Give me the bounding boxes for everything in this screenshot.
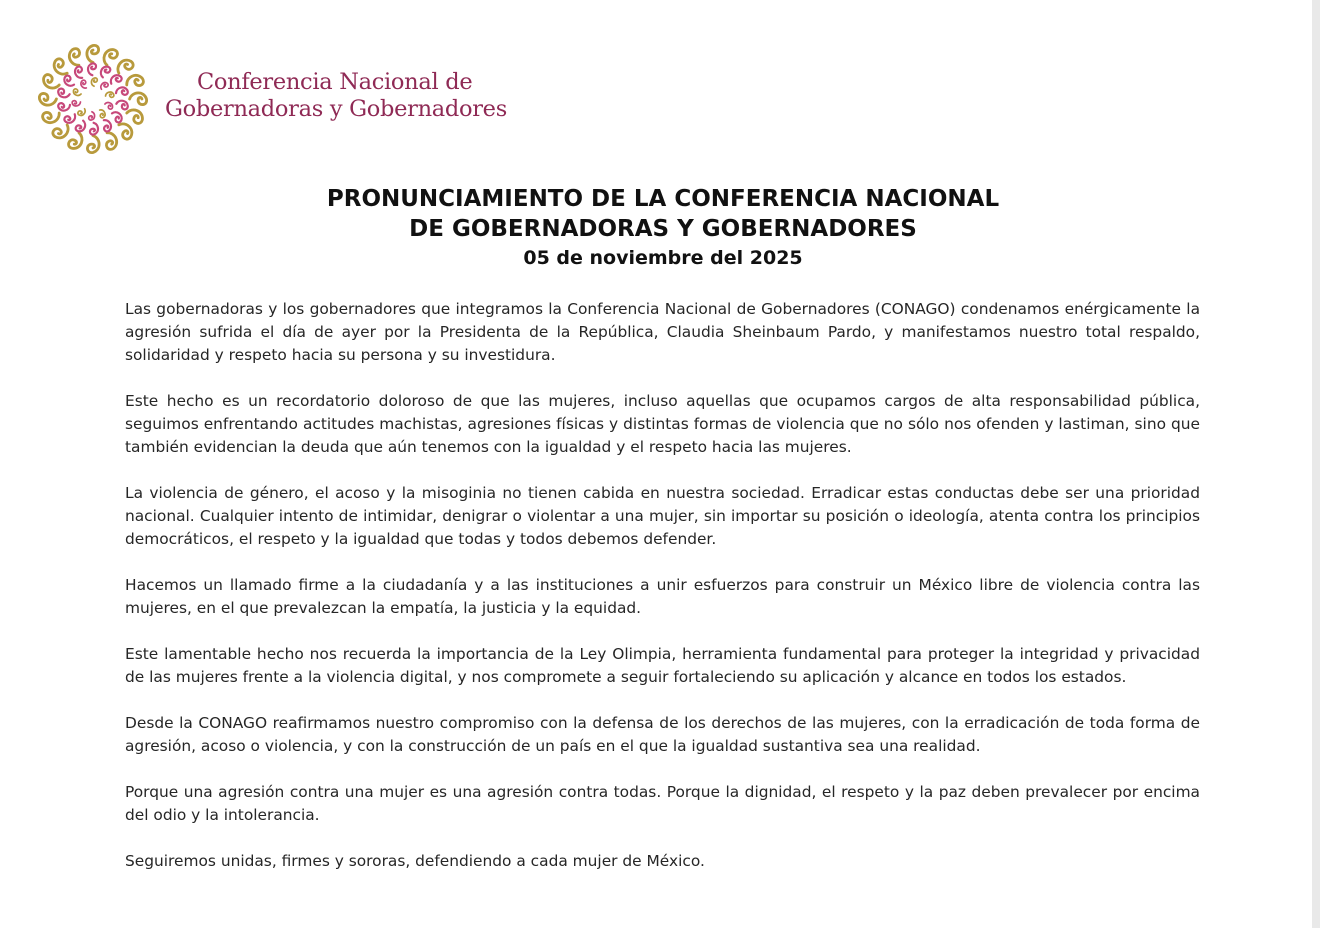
body-paragraph-6: Desde la CONAGO reafirmamos nuestro compromiso con la defensa de los derechos de las mujeres, con la erradicación de toda forma de agresión, acoso o violencia, y con la construcción de un país en el que la igualdad sustantiva sea una realidad. — [125, 714, 1200, 755]
document-title-line2: DE GOBERNADORAS Y GOBERNADORES — [409, 216, 917, 242]
body-paragraph-8: Seguiremos unidas, firmes y sororas, defendiendo a cada mujer de México. — [125, 852, 705, 870]
document-date: 05 de noviembre del 2025 — [523, 247, 803, 269]
body-paragraph-2: Este hecho es un recordatorio doloroso de que las mujeres, incluso aquellas que ocupamos cargos de alta responsabilidad pública, seguimos enfrentando actitudes machistas, agresiones físicas y distintas formas de violencia que no sólo nos ofenden y lastiman, sino que también evidencian la deuda que aún tenemos con la igualdad y el respeto hacia las mujeres. — [125, 392, 1200, 456]
conago-logo-icon — [32, 38, 154, 160]
document-heading — [0, 184, 1320, 271]
body-paragraph-4: Hacemos un llamado firme a la ciudadanía y a las instituciones a unir esfuerzos para construir un México libre de violencia contra las mujeres, en el que prevalezcan la empatía, la justicia y la equidad. — [125, 576, 1200, 617]
organization-name-line2: Gobernadoras y Gobernadores — [165, 96, 507, 122]
body-paragraph-5: Este lamentable hecho nos recuerda la importancia de la Ley Olimpia, herramienta fundamental para proteger la integridad y privacidad de las mujeres frente a la violencia digital, y nos compromete a seguir fortaleciendo su aplicación y alcance en todos los estados. — [125, 645, 1200, 686]
organization-name-line1: Conferencia Nacional de — [197, 69, 473, 95]
body-paragraph-3: La violencia de género, el acoso y la misoginia no tienen cabida en nuestra sociedad. Erradicar estas conductas debe ser una prioridad nacional. Cualquier intento de intimidar, denigrar o violentar a una mujer, sin importar su posición o ideología, atenta contra los principios democráticos, el respeto y la igualdad que todas y todos debemos defender. — [125, 484, 1200, 548]
document-title-line1: PRONUNCIAMIENTO DE LA CONFERENCIA NACIONAL — [326, 186, 1000, 212]
page-right-edge — [1312, 0, 1320, 928]
document-body — [125, 298, 1200, 896]
body-paragraph-7: Porque una agresión contra una mujer es una agresión contra todas. Porque la dignidad, el respeto y la paz deben prevalecer por encima del odio y la intolerancia. — [125, 783, 1200, 824]
organization-name — [165, 69, 507, 123]
body-paragraph-1: Las gobernadoras y los gobernadores que integramos la Conferencia Nacional de Gobernadores (CONAGO) condenamos enérgicamente la agresión sufrida el día de ayer por la Presidenta de la República, Claudia Sheinbaum Pardo, y manifestamos nuestro total respaldo, solidaridad y respeto hacia su persona y su investidura. — [125, 300, 1200, 364]
